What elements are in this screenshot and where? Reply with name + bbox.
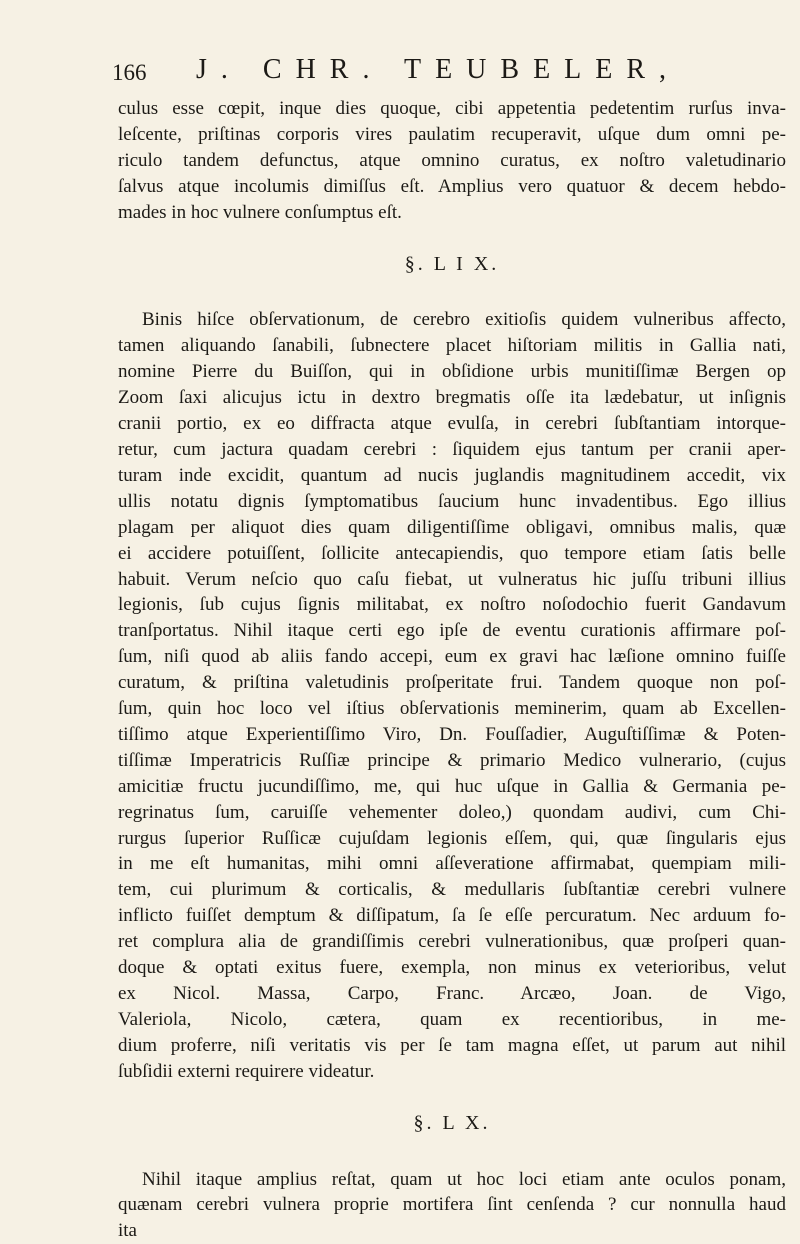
text-line: Valeriola, Nicolo, cætera, quam ex recentioribus, in me- [118,1008,786,1030]
text-line: regrinatus ſum, caruiſſe vehementer doleo,) quondam audivi, cum Chi- [118,801,786,823]
text-line: inflicto fuiſſet demptum & diſſipatum, ſa ſe eſſe percuratum. Nec arduum fo- [118,905,786,927]
page-number: 166 [112,60,147,85]
text-line: tem, cui plurimum & corticalis, & medullaris ſubſtantiæ cerebri vulnere [118,879,786,901]
text-line: ſubſidii externi requirere videatur. [118,1060,375,1082]
running-title: J. CHR. TEUBELER, [196,54,681,85]
text-line: Binis hiſce obſervationum, de cerebro exitioſis quidem vulneribus affecto, [142,309,786,331]
text-line: mades in hoc vulnere conſumptus eſt. [118,201,402,223]
text-line: plagam per aliquot dies quam diligentiſſime obligavi, omnibus malis, quæ [118,516,786,538]
page-header [112,54,760,94]
text-line: doque & optati exitus fuere, exempla, non minus ex veterioribus, velut [118,957,786,979]
text-line: ullis notatu dignis ſymptomatibus ſaucium hunc invadentibus. Ego illius [118,490,786,512]
text-line: ret complura alia de grandiſſimis cerebri vulnerationibus, quæ proſperi quan- [118,931,786,953]
catchword: ita [118,1220,137,1242]
text-line: nomine Pierre du Buiſſon, qui in obſidione urbis munitiſſimæ Bergen op [118,361,786,383]
paragraph-section-59 [118,307,786,1084]
text-line: retur, cum jactura quadam cerebri : ſiquidem ejus tantum per cranii aper- [118,438,786,460]
text-line: dium proferre, niſi veritatis vis per ſe tam magna eſſet, ut parum aut nihil [118,1034,786,1056]
text-line: amicitiæ fructu jucundiſſimo, me, qui huc uſque in Gallia & Germania pe- [118,775,786,797]
paragraph-section-60 [118,1167,786,1219]
text-line: Nihil itaque amplius reſtat, quam ut hoc loci etiam ante oculos ponam, [142,1168,786,1190]
text-line: riculo tandem defunctus, atque omnino curatus, ex noſtro valetudinario [118,149,786,171]
text-line: tiſſimo atque Experientiſſimo Viro, Dn. Fouſſadier, Auguſtiſſimæ & Poten- [118,723,786,745]
text-line: turam inde excidit, quantum ad nucis juglandis magnitudinem accedit, vix [118,464,786,486]
text-line: leſcente, priſtinas corporis vires paulatim recuperavit, uſque dum omni pe- [118,123,786,145]
text-line: rurgus ſuperior Ruſſicæ cujuſdam legionis eſſem, qui, quæ ſingularis ejus [118,827,786,849]
text-line: ſum, niſi quod ab aliis fando accepi, eum ex gravi hac læſione omnino fuiſſe [118,646,786,668]
section-heading-60: §. L X. [413,1111,491,1134]
text-line: habuit. Verum neſcio quo caſu fiebat, ut vulneratus hic juſſu tribuni illius [118,568,786,590]
text-line: tamen aliquando ſanabili, ſubnectere placet hiſtoriam militis in Gallia nati, [118,335,786,357]
text-line: ex Nicol. Massa, Carpo, Franc. Arcæo, Joan. de Vigo, [118,983,786,1004]
text-line: cranii portio, ex eo diffracta atque evulſa, in cerebri ſubſtantiam intorque- [118,413,786,435]
text-line: quænam cerebri vulnera proprie mortifera ſint cenſenda ? cur nonnulla haud [118,1194,786,1216]
text-line: ſum, quin hoc loco vel iſtius obſervationis meminerim, quam ab Excellen- [118,698,786,720]
text-line: Zoom ſaxi alicujus ictu in dextro bregmatis oſſe ita lædebatur, ut inſignis [118,387,786,409]
text-line: ei accidere potuiſſent, ſollicite antecapiendis, quo tempore etiam ſatis belle [118,542,786,564]
text-line: culus esse cœpit, inque dies quoque, cibi appetentia pedetentim rurſus inva- [118,98,786,119]
text-line: tranſportatus. Nihil itaque certi ego ipſe de eventu curationis affirmare poſ- [118,620,786,642]
paragraph-continued [118,96,786,226]
text-line: ſalvus atque incolumis dimiſſus eſt. Amplius vero quatuor & decem hebdo- [118,175,786,197]
page-body [118,96,786,1244]
text-line: curatum, & priſtina valetudinis proſperitate frui. Tandem quoque non poſ- [118,672,786,694]
text-line: in me eſt humanitas, mihi omni aſſeveratione affirmabat, quempiam mili- [118,853,786,875]
text-line: legionis, ſub cujus ſignis militabat, ex noſtro noſodochio fuerit Gandavum [118,594,786,616]
section-heading-59: §. L I X. [404,252,500,275]
text-line: tiſſimæ Imperatricis Ruſſiæ principe & primario Medico vulnerario, (cujus [118,749,786,771]
